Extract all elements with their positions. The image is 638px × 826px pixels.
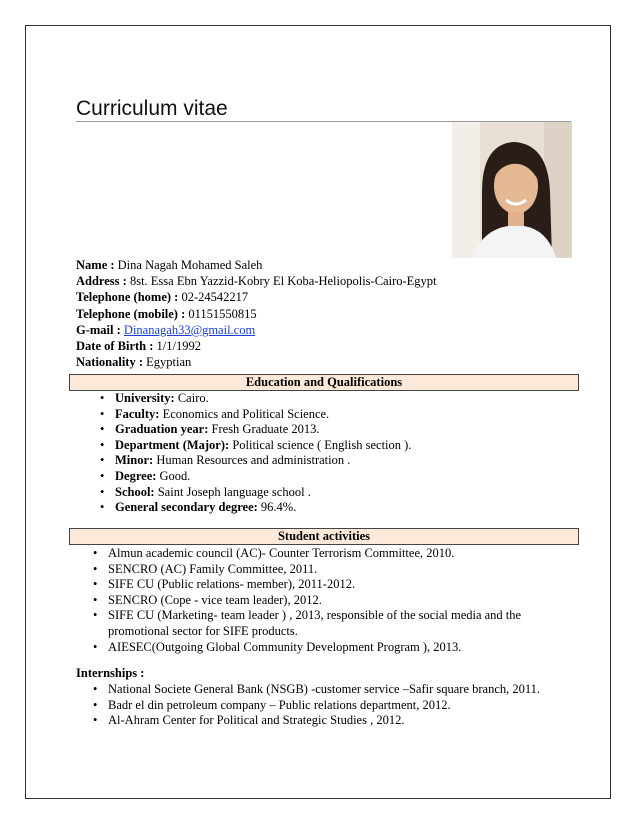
bullet-icon: • — [100, 437, 105, 452]
internships-heading: Internships : — [76, 666, 145, 680]
bullet-icon: • — [100, 484, 105, 499]
list-item — [93, 608, 548, 639]
activities-list — [93, 546, 548, 655]
list-item — [93, 713, 540, 729]
bullet-icon: • — [93, 592, 98, 607]
list-item — [100, 438, 411, 454]
item-value: Fresh Graduate 2013. — [211, 422, 320, 437]
bullet-icon: • — [93, 639, 98, 654]
bullet-icon: • — [93, 713, 98, 728]
bullet-icon: • — [100, 468, 105, 483]
item-value: 96.4%. — [260, 500, 297, 515]
name-label: Name : — [76, 258, 115, 272]
bullet-icon: • — [100, 406, 105, 421]
gmail-row — [76, 322, 437, 338]
list-item — [100, 485, 411, 501]
item-value: Cairo. — [177, 391, 209, 405]
item-text: SIFE CU (Marketing- team leader ) , 2013, responsible of the social media and the promotional sector for SIFE products. — [108, 608, 522, 638]
list-item — [100, 407, 411, 423]
item-label: Minor: — [115, 453, 154, 468]
item-text: Almun academic council (AC)- Counter Terrorism Committee, 2010. — [108, 546, 455, 560]
item-value: Saint Joseph language school . — [157, 484, 311, 499]
nationality-value: Egyptian — [146, 355, 192, 370]
address-value: 8st. Essa Ebn Yazzid-Kobry El Koba-Heliopolis-Cairo-Egypt — [129, 274, 437, 289]
bullet-icon: • — [93, 697, 98, 712]
gmail-label: G-mail : — [76, 322, 121, 337]
item-text: SENCRO (Cope - vice team leader), 2012. — [108, 592, 322, 607]
item-label: University: — [115, 391, 175, 405]
list-item — [93, 640, 548, 656]
item-text: SENCRO (AC) Family Committee, 2011. — [108, 561, 318, 576]
bullet-icon: • — [93, 682, 98, 696]
item-value: Economics and Political Science. — [162, 406, 330, 421]
item-label: Faculty: — [115, 406, 160, 421]
bullet-icon: • — [100, 422, 105, 437]
personal-details — [76, 257, 437, 370]
item-value: Good. — [159, 468, 191, 483]
list-item — [100, 500, 411, 516]
item-label: School: — [115, 484, 155, 499]
bullet-icon: • — [93, 577, 98, 592]
item-text: Badr el din petroleum company – Public relations department, 2012. — [108, 697, 451, 712]
bullet-icon: • — [93, 546, 98, 560]
item-value: Human Resources and administration . — [156, 453, 351, 468]
dob-label: Date of Birth : — [76, 339, 154, 354]
item-text: National Societe General Bank (NSGB) -customer service –Safir square branch, 2011. — [108, 682, 541, 696]
profile-photo-illustration — [452, 122, 572, 258]
telephone-mobile-row — [76, 306, 437, 322]
document-title: Curriculum vitae — [76, 97, 228, 120]
address-label: Address : — [76, 274, 127, 289]
bullet-icon: • — [93, 561, 98, 576]
item-value: Political science ( English section ). — [232, 437, 412, 452]
list-item — [93, 698, 540, 714]
nationality-label: Nationality : — [76, 355, 144, 370]
list-item — [100, 422, 411, 438]
item-label: Degree: — [115, 468, 157, 483]
telephone-home-value: 02-24542217 — [181, 290, 249, 305]
name-row — [76, 257, 437, 273]
list-item — [93, 562, 548, 578]
item-label: General secondary degree: — [115, 500, 258, 515]
list-item — [100, 453, 411, 469]
name-value: Dina Nagah Mohamed Saleh — [117, 258, 263, 272]
list-item — [93, 593, 548, 609]
list-item — [93, 577, 548, 593]
education-heading: Education and Qualifications — [69, 374, 579, 391]
list-item — [93, 682, 540, 698]
list-item — [100, 391, 411, 407]
item-text: Al-Ahram Center for Political and Strategic Studies , 2012. — [108, 713, 405, 728]
bullet-icon: • — [93, 608, 98, 623]
bullet-icon: • — [100, 500, 105, 515]
item-text: SIFE CU (Public relations- member), 2011-2012. — [108, 577, 356, 592]
telephone-mobile-label: Telephone (mobile) : — [76, 306, 186, 321]
profile-photo — [452, 122, 572, 258]
item-text: AIESEC(Outgoing Global Community Development Program ), 2013. — [108, 639, 462, 654]
dob-value: 1/1/1992 — [156, 339, 201, 354]
item-label: Graduation year: — [115, 422, 209, 437]
bullet-icon: • — [100, 453, 105, 468]
telephone-mobile-value: 01151550815 — [188, 306, 257, 321]
telephone-home-label: Telephone (home) : — [76, 290, 179, 305]
nationality-row — [76, 354, 437, 370]
list-item — [100, 469, 411, 485]
bullet-icon: • — [100, 391, 105, 405]
address-row — [76, 273, 437, 289]
education-list — [100, 391, 411, 516]
list-item — [93, 546, 548, 562]
item-label: Department (Major): — [115, 437, 230, 452]
activities-heading: Student activities — [69, 528, 579, 545]
telephone-home-row — [76, 289, 437, 305]
email-link[interactable]: Dinanagah33@gmail.com — [123, 322, 256, 337]
internships-list — [93, 682, 540, 729]
dob-row — [76, 338, 437, 354]
